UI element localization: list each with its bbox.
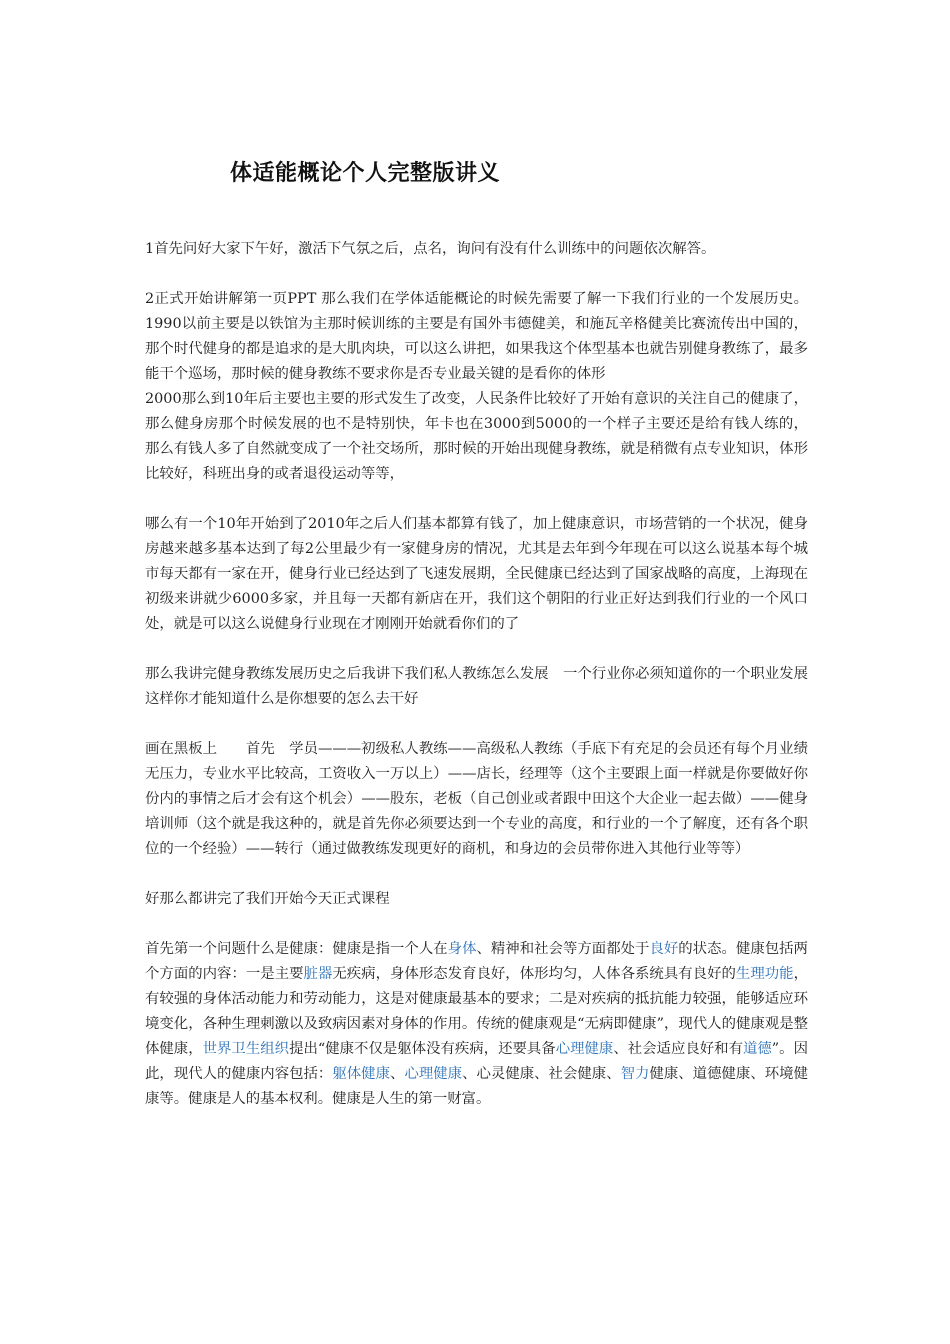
paragraph-history-2000: 2000那么到10年后主要也主要的形式发生了改变，人民条件比较好了开始有意识的关注自己的健康了，那么健身房那个时候发展的也不是特别快，年卡也在3000到5000的一个样子主要还是给有钱人练的，那么有钱人多了自然就变成了一个社交场所，那时候的开始出现健身教练，就是稍微有点专业知识，体形比较好，科班出身的或者退役运动等等， — [145, 391, 808, 482]
link-physiological-function[interactable]: 生理功能 — [735, 966, 794, 982]
document-body — [145, 237, 808, 1112]
link-intelligence[interactable]: 智力 — [620, 1066, 650, 1082]
text-segment: 提出“健康不仅是躯体没有疾病，还要具备 — [289, 1041, 556, 1057]
link-organs[interactable]: 脏器 — [303, 966, 333, 982]
text-segment: 健康、道德健康、环境健康等。健康是人的基本权利。健康是人生的第一财富。 — [145, 1066, 808, 1107]
paragraph-history-2010: 哪么有一个10年开始到了2010年之后人们基本都算有钱了，加上健康意识，市场营销的一个状况，健身房越来越多基本达到了每2公里最少有一家健身房的情况，尤其是去年到今年现在可以这么说基本每个城市每天都有一家在开，健身行业已经达到了飞速发展期，全民健康已经达到了国家战略的高度，上海现在初级来讲就少6000多家，并且每一天都有新店在开，我们这个朝阳的行业正好达到我们行业的一个风口处，就是可以这么说健身行业现在才刚刚开始就看你们的了 — [145, 516, 808, 632]
link-mental-health[interactable]: 心理健康 — [555, 1041, 614, 1057]
paragraph-career-path: 画在黑板上 首先 学员———初级私人教练——高级私人教练（手底下有充足的会员还有每个月业绩无压力，专业水平比较高，工资收入一万以上）——店长，经理等（这个主要跟上面一样就是你要做好你份内的事情之后才会有这个机会）——股东，老板（自己创业或者跟中田这个大企业一起去做）——健身培训师（这个就是我这种的，就是首先你必须要达到一个专业的高度，和行业的一个了解度，还有各个职位的一个经验）——转行（通过做教练发现更好的商机，和身边的会员带你进入其他行业等等） — [145, 741, 808, 857]
link-mental-health-2[interactable]: 心理健康 — [404, 1066, 463, 1082]
link-physical-health[interactable]: 躯体健康 — [332, 1066, 391, 1082]
paragraph-greeting: 1首先问好大家下午好，激活下气氛之后，点名，询问有没有什么训练中的问题依次解答。 — [145, 241, 716, 257]
text-segment: ，有较强的身体活动能力和劳动能力，这是对健康最基本的要求；二是对疾病的抵抗能力较强，能够适应环境变化，各种生理刺激以及致病因素对身体的作用。传统的健康观是“无病即健康”，现代人的健康观是整体健康， — [145, 966, 808, 1057]
paragraph-career-intro: 那么我讲完健身教练发展历史之后我讲下我们私人教练怎么发展 一个行业你必须知道你的一个职业发展这样你才能知道什么是你想要的怎么去干好 — [145, 666, 808, 707]
text-segment: 、 — [390, 1066, 405, 1082]
text-segment: ”。因此，现代人的健康内容包括： — [145, 1041, 808, 1082]
link-good[interactable]: 良好 — [649, 941, 679, 957]
text-segment: 无疾病，身体形态发育良好，体形均匀，人体各系统具有良好的 — [332, 966, 736, 982]
link-who[interactable]: 世界卫生组织 — [202, 1041, 290, 1057]
paragraph-health-definition — [145, 937, 808, 1112]
text-segment: 的状态。健康包括两个方面的内容：一是主要 — [145, 941, 808, 982]
text-segment: 首先第一个问题什么是健康：健康是指一个人在 — [145, 941, 448, 957]
paragraph-history-1990: 2正式开始讲解第一页PPT 那么我们在学体适能概论的时候先需要了解一下我们行业的一个发展历史。1990以前主要是以铁馆为主那时候训练的主要是有国外韦德健美，和施瓦辛格健美比赛流传出中国的，那个时代健身的都是追求的是大肌肉块，可以这么讲把，如果我这个体型基本也就告别健身教练了，最多能干个巡场，那时候的健身教练不要求你是否专业最关键的是看你的体形 — [145, 291, 808, 382]
document-title: 体适能概论个人完整版讲义 — [230, 161, 501, 186]
text-segment: 、心灵健康、社会健康、 — [462, 1066, 621, 1082]
text-segment: 、社会适应良好和有 — [613, 1041, 743, 1057]
paragraph-course-start: 好那么都讲完了我们开始今天正式课程 — [145, 891, 390, 907]
link-body[interactable]: 身体 — [447, 941, 477, 957]
link-morality[interactable]: 道德 — [742, 1041, 772, 1057]
text-segment: 、精神和社会等方面都处于 — [476, 941, 650, 957]
